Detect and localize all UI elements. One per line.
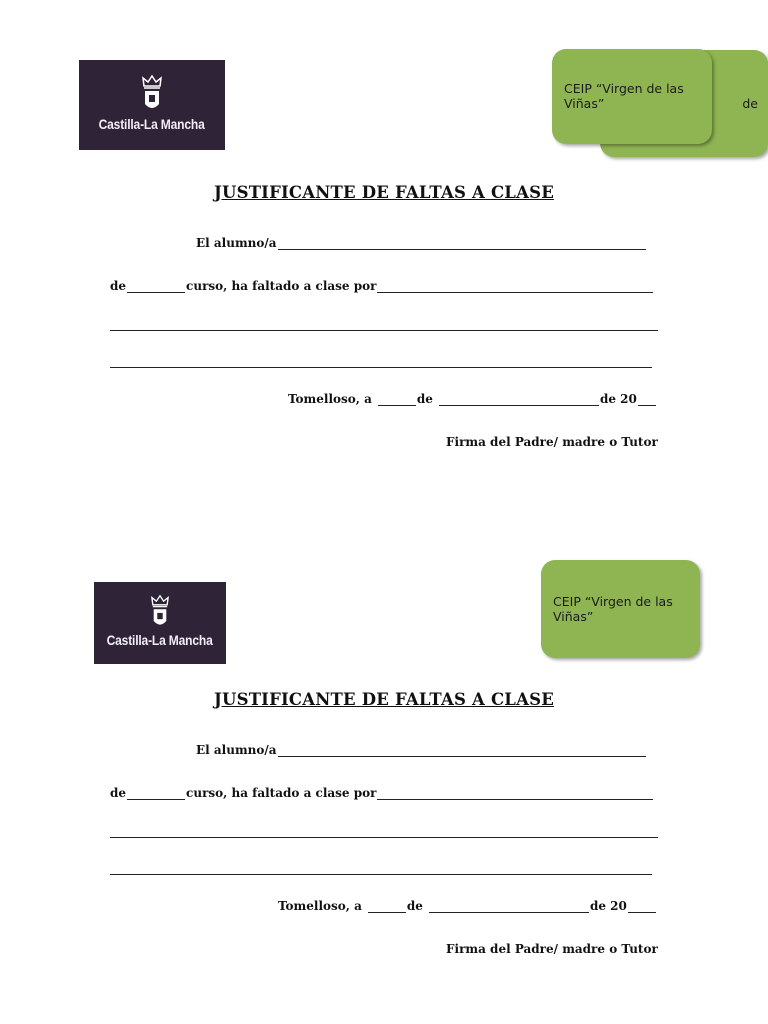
crest-icon	[148, 594, 172, 630]
de-mes-label: de	[416, 392, 433, 406]
curso-line	[110, 786, 654, 800]
curso-blank	[127, 788, 185, 800]
de-label: de	[110, 279, 127, 293]
castilla-la-mancha-logo	[94, 582, 226, 664]
alumno-line	[196, 743, 647, 757]
dia-blank	[378, 394, 416, 406]
school-tag-back-text: de	[742, 96, 758, 111]
motivo-rule-1	[110, 330, 658, 331]
motivo-rule-2	[110, 874, 652, 875]
dia-blank	[368, 901, 406, 913]
alumno-blank	[278, 745, 646, 757]
motivo-rule-1	[110, 837, 658, 838]
castilla-la-mancha-logo	[79, 60, 225, 150]
tomelloso-label: Tomelloso, a	[278, 899, 362, 913]
firma-label: Firma del Padre/ madre o Tutor	[446, 435, 658, 449]
de-mes-label: de	[406, 899, 423, 913]
crest-icon	[139, 74, 165, 114]
curso-blank	[127, 281, 185, 293]
form-title: JUSTIFICANTE DE FALTAS A CLASE	[213, 183, 554, 202]
school-tag-text: CEIP “Virgen de las Viñas”	[564, 81, 684, 111]
de-anio-label: de 20	[599, 392, 637, 406]
school-tag	[552, 49, 712, 144]
school-tag	[541, 560, 700, 658]
fecha-line	[288, 392, 657, 406]
school-tag-text: CEIP “Virgen de las Viñas”	[553, 594, 673, 624]
alumno-blank	[278, 238, 646, 250]
curso-line	[110, 279, 654, 293]
motivo-blank	[377, 281, 653, 293]
motivo-rule-2	[110, 367, 652, 368]
curso-label: curso, ha faltado a clase por	[186, 279, 377, 293]
firma-label: Firma del Padre/ madre o Tutor	[446, 942, 658, 956]
tomelloso-label: Tomelloso, a	[288, 392, 372, 406]
mes-blank	[429, 901, 589, 913]
alumno-label: El alumno/a	[196, 236, 277, 250]
fecha-line	[278, 899, 657, 913]
logo-text: Castilla-La Mancha	[99, 116, 205, 132]
curso-label: curso, ha faltado a clase por	[186, 786, 377, 800]
de-label: de	[110, 786, 127, 800]
anio-blank	[628, 901, 656, 913]
de-anio-label: de 20	[589, 899, 627, 913]
anio-blank	[638, 394, 656, 406]
alumno-label: El alumno/a	[196, 743, 277, 757]
alumno-line	[196, 236, 647, 250]
form-title: JUSTIFICANTE DE FALTAS A CLASE	[213, 690, 554, 709]
motivo-blank	[377, 788, 653, 800]
mes-blank	[439, 394, 599, 406]
logo-text: Castilla-La Mancha	[107, 632, 213, 648]
